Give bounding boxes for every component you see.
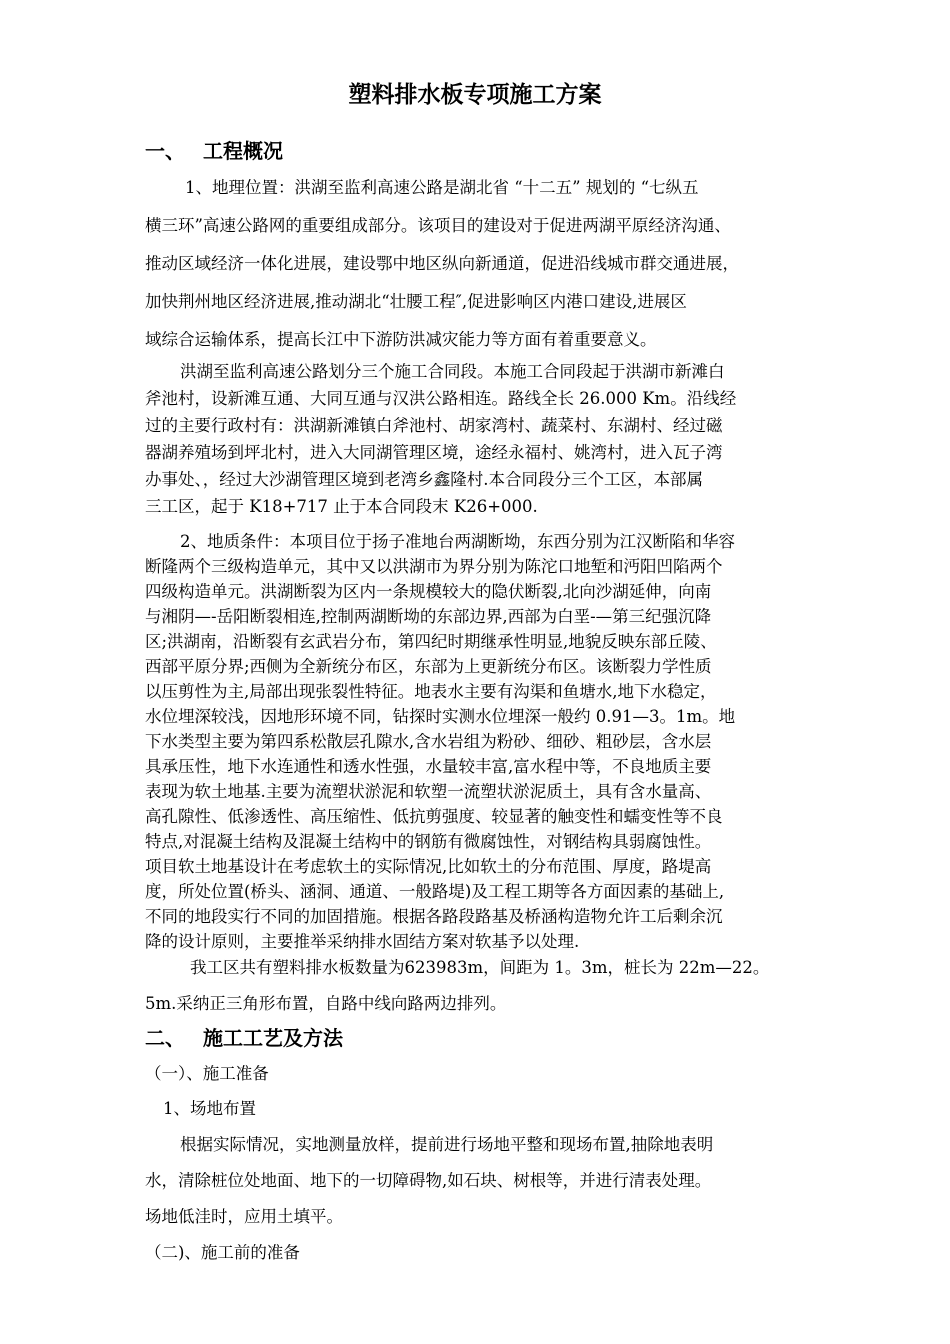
paragraph-line: 5m.采纳正三角形布置，自路中线向路两边排列。 [145, 994, 507, 1013]
section-title: 施工工艺及方法 [203, 1026, 343, 1050]
paragraph-line: 水位埋深较浅，因地形环境不同，钻探时实测水位埋深一般约 0.91—3。1m。地 [145, 707, 736, 726]
paragraph-line: 洪湖至监利高速公路划分三个施工合同段。本施工合同段起于洪湖市新滩白 [180, 362, 725, 381]
paragraph-line: 域综合运输体系，提高长江中下游防洪减灾能力等方面有着重要意义。 [145, 330, 657, 349]
paragraph-line: 三工区，起于 K18+717 止于本合同段末 K26+000. [145, 497, 538, 516]
paragraph-line: 西部平原分界;西侧为全新统分布区，东部为上更新统分布区。该断裂力学性质 [145, 657, 712, 676]
paragraph-line: 与湘阴—-岳阳断裂相连,控制两湖断坳的东部边界,西部为白垩-—第三纪强沉降 [145, 607, 712, 626]
paragraph-line: 办事处、，经过大沙湖管理区境到老湾乡鑫隆村.本合同段分三个工区，本部属 [145, 470, 703, 489]
paragraph-line: 根据实际情况，实地测量放样，提前进行场地平整和现场布置,抽除地表明 [180, 1135, 714, 1154]
paragraph-line: 高孔隙性、低渗透性、高压缩性、低抗剪强度、较显著的触变性和蠕变性等不良 [145, 807, 723, 826]
subsection-heading: （一）、施工准备 [145, 1064, 269, 1083]
section-title: 工程概况 [203, 139, 283, 163]
paragraph-line: 1、地理位置：洪湖至监利高速公路是湖北省 “十二五” 规划的 “七纵五 [185, 178, 699, 197]
subsection-heading: （二)、施工前的准备 [145, 1243, 300, 1262]
document-title: 塑料排水板专项施工方案 [348, 81, 602, 108]
paragraph-line: 器湖养殖场到坪北村，进入大同湖管理区境，途经永福村、姚湾村，进入瓦子湾 [145, 443, 723, 462]
paragraph-line: 不同的地段实行不同的加固措施。根据各路段路基及桥涵构造物允许工后剩余沉 [145, 907, 723, 926]
paragraph-line: 水，清除桩位处地面、地下的一切障碍物,如石块、树根等，并进行清表处理。 [145, 1171, 712, 1190]
paragraph-line: 下水类型主要为第四系松散层孔隙水,含水岩组为粉砂、细砂、粗砂层，含水层 [145, 732, 712, 751]
paragraph-line: 2、地质条件：本项目位于扬子准地台两湖断坳，东西分别为江汉断陷和华容 [180, 532, 735, 551]
paragraph-line: 断隆两个三级构造单元，其中又以洪湖市为界分别为陈沱口地堑和沔阳凹陷两个 [145, 557, 723, 576]
paragraph-line: 特点,对混凝土结构及混凝土结构中的钢筋有微腐蚀性，对钢结构具弱腐蚀性。 [145, 832, 712, 851]
paragraph-line: 场地低洼时，应用土填平。 [145, 1207, 343, 1226]
paragraph-line: 降的设计原则，主要推举采纳排水固结方案对软基予以处理. [145, 932, 580, 951]
section-heading-2 [145, 1024, 343, 1052]
paragraph-line: 度，所处位置(桥头、涵洞、通道、一般路堤)及工程工期等各方面因素的基础上, [145, 882, 725, 901]
section-heading-1 [145, 137, 283, 165]
paragraph-line: 加快荆州地区经济进展,推动湖北“壮腰工程″,促进影响区内港口建设,进展区 [145, 292, 687, 311]
paragraph-line: 具承压性，地下水连通性和透水性强，水量较丰富,富水程中等，不良地质主要 [145, 757, 712, 776]
subsection-heading: 1、场地布置 [163, 1099, 256, 1118]
section-number: 二、 [145, 1026, 185, 1050]
section-number: 一、 [145, 139, 185, 163]
paragraph-line: 区;洪湖南，沿断裂有玄武岩分布，第四纪时期继承性明显,地貌反映东部丘陵、 [145, 632, 717, 651]
paragraph-line: 四级构造单元。洪湖断裂为区内一条规模较大的隐伏断裂,北向沙湖延伸，向南 [145, 582, 712, 601]
paragraph-line: 表现为软土地基.主要为流塑状淤泥和软塑一流塑状淤泥质土，具有含水量高、 [145, 782, 712, 801]
paragraph-line: 横三环”高速公路网的重要组成部分。该项目的建设对于促进两湖平原经济沟通、 [145, 216, 731, 235]
paragraph-line: 以压剪性为主,局部出现张裂性特征。地表水主要有沟渠和鱼塘水,地下水稳定， [145, 682, 717, 701]
paragraph-line: 我工区共有塑料排水板数量为623983m，间距为 1。3m，桩长为 22m—22。 [190, 958, 770, 977]
paragraph-line: 斧池村，设新滩互通、大同互通与汉洪公路相连。路线全长 26.000 Km。沿线经 [145, 389, 737, 408]
paragraph-line: 推动区域经济一体化进展，建设鄂中地区纵向新通道，促进沿线城市群交通进展， [145, 254, 739, 273]
paragraph-line: 过的主要行政村有：洪湖新滩镇白斧池村、胡家湾村、蔬菜村、东湖村、经过磁 [145, 416, 723, 435]
paragraph-line: 项目软土地基设计在考虑软土的实际情况,比如软土的分布范围、厚度，路堤高 [145, 857, 712, 876]
